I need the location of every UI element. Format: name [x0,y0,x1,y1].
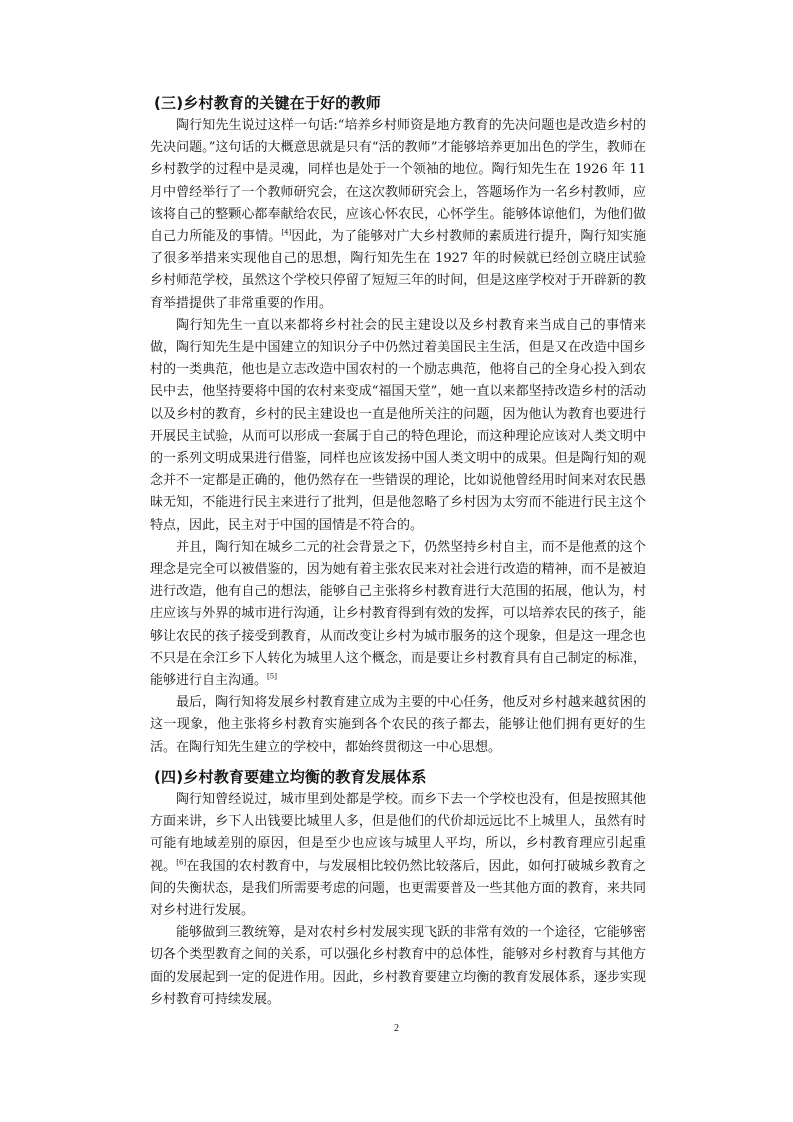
paragraph-text: 陶行知先生一直以来都将乡村社会的民主建设以及乡村教育来当成自己的事情来做，陶行知先生是中国建立的知识分子中仍然过着美国民主生活，但是又在改造中国乡村的一类典范，他也是立志改造中国农村的一个励志典范，他将自己的全身心投入到农民中去，他坚持要将中国的农村来变成“福国天堂”，她一直以来都坚持改造乡村的活动以及乡村的教育，乡村的民主建设也一直是他所关注的问题，因为他认为教育也要进行开展民主试验，从而可以形成一套属于自己的特色理论，而这种理论应该对人类文明中的一系列文明成果进行借鉴，同样也应该发扬中国人类文明中的成果。但是陶行知的观念并不一定都是正确的，他仍然存在一些错误的理论，比如说他曾经用时间来对农民愚昧无知，不能进行民主来进行了批判，但是他忽略了乡村因为太穷而不能进行民主这个特点，因此，民主对于中国的国情是不符合的。 [150,317,646,533]
citation-mark: [6] [176,858,187,867]
paragraph [150,315,646,537]
paragraph-text: 最后，陶行知将发展乡村教育建立成为主要的中心任务，他反对乡村越来越贫困的这一现象，他主张将乡村教育实施到各个农民的孩子都去，能够让他们拥有更好的生活。在陶行知先生建立的学校中，都始终贯彻这一中心思想。 [150,695,646,755]
paragraph-text: 在我国的农村教育中，与发展相比较仍然比较落后，因此，如何打破城乡教育之间的失衡状态，是我们所需要考虑的问题，也更需要普及一些其他方面的教育，来共同对乡村进行发展。 [150,858,646,918]
citation-mark: [5] [267,672,277,681]
section-heading-4: (四)乡村教育要建立均衡的教育发展体系 [154,767,427,786]
paragraph-text: 因此，为了能够对广大乡村教师的素质进行提升，陶行知实施了很多举措来实现他自己的思想，陶行知先生在 1927 年的时候就已经创立晓庄试验乡村师范学校，虽然这个学校只停留了短短三年的时间，但是这座学校对于开辟新的教育举措提供了非常重要的作用。 [150,229,646,311]
paragraph [150,115,646,315]
paragraph [150,922,646,1011]
paragraph-text: 能够做到三教统筹，是对农村乡村发展实现飞跃的非常有效的一个途径，它能够密切各个类型教育之间的关系，可以强化乡村教育中的总体性，能够对乡村教育与其他方面的发展起到一定的促进作用。因此，乡村教育要建立均衡的教育发展体系，逐步实现乡村教育可持续发展。 [150,925,646,1007]
paragraph-text: 陶行知先生说过这样一句话:“培养乡村师资是地方教育的先决问题也是改造乡村的先决问题。”这句话的大概意思就是只有“活的教师”才能够培养更加出色的学生，教师在乡村教学的过程中是灵魂，同样也是处于一个领袖的地位。陶行知先生在 1926 年 11 月中曾经举行了一个教师研究会，在这次教师研究会上，答题场作为一名乡村教师，应该将自己的整颗心都奉献给农民，应该心怀农民，心怀学生。能够体谅他们，为他们做自己力所能及的事情。 [150,118,646,245]
paragraph-text: 并且，陶行知在城乡二元的社会背景之下，仍然坚持乡村自主，而不是他煮的这个理念是完全可以被借鉴的，因为她有着主张农民来对社会进行改造的精神，而不是被迫进行改造，他有自己的想法，能够自己主张将乡村教育进行大范围的拓展，他认为，村庄应该与外界的城市进行沟通，让乡村教育得到有效的发挥，可以培养农民的孩子，能够让农民的孩子接受到教育，从而改变让乡村为城市服务的这个现象，但是这一理念也不只是在余江乡下人转化为城里人这个概念，而是要让乡村教育具有自己制定的标准，能够进行自主沟通。 [150,539,646,689]
page-number: 2 [394,1023,399,1034]
paragraph [150,789,646,922]
paragraph-text: 陶行知曾经说过，城市里到处都是学校。而乡下去一个学校也没有，但是按照其他方面来讲，乡下人出钱要比城里人多，但是他们的代价却远远比不上城里人，虽然有时可能有地域差别的原因，但是至少也应该与城里人平均，所以，乡村教育理应引起重视。 [150,791,646,874]
document-body [150,93,646,1011]
section-heading-3: (三)乡村教育的关键在于好的教师 [154,94,381,112]
paragraph [150,537,646,692]
paragraph [150,692,646,759]
citation-mark: [4] [281,228,292,237]
